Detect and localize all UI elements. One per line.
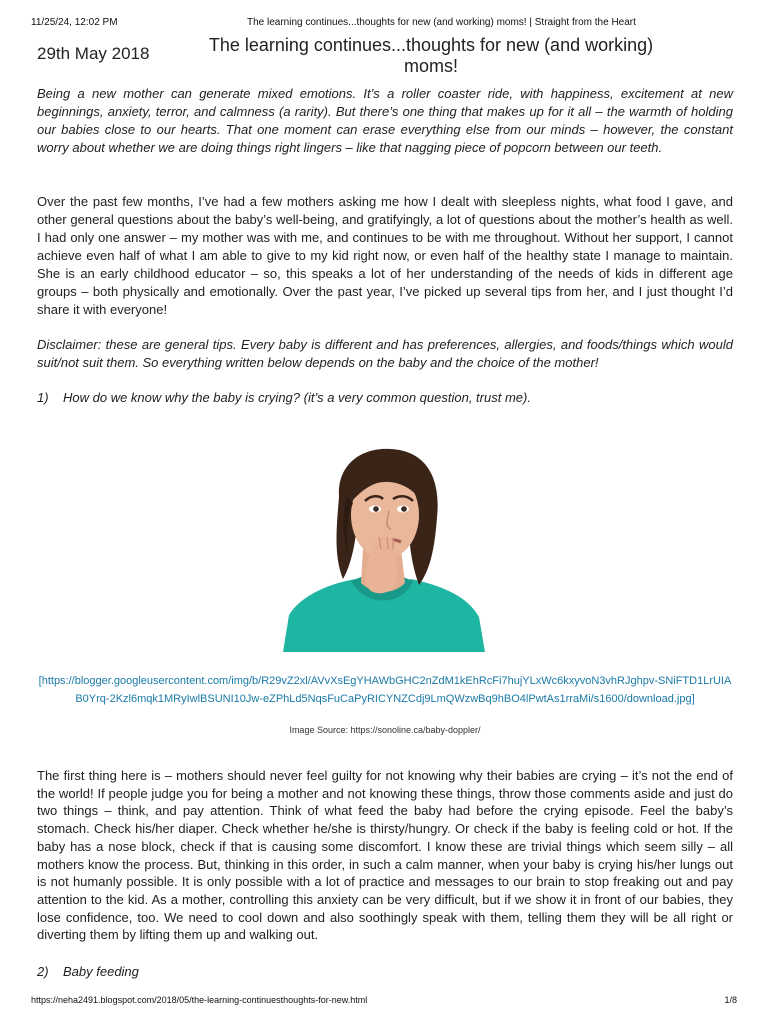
- print-timestamp: 11/25/24, 12:02 PM: [31, 17, 118, 28]
- image-source: Image Source: https://sonoline.ca/baby-doppler/: [289, 725, 481, 735]
- intro-paragraph: Being a new mother can generate mixed emotions. It’s a roller coaster ride, with happiness, excitement at new beginnings, anxiety, terror, and calmness (a rarity). But there’s one thing that makes up for it all – the warmth of holding our babies close to our hearts. That one moment can erase everything else from our minds – however, the constant worry about whether we are doing things right lingers – like that nagging piece of popcorn between our teeth.: [37, 86, 733, 155]
- post-body: [37, 85, 733, 407]
- list-item: [37, 389, 733, 407]
- image-link[interactable]: [https://blogger.googleusercontent.com/img/b/R29vZ2xl/AVvXsEgYHAWbGHC2nZdM1kEhRcFi7hujYLxWc6kxyvoN3vhRJghpv-SNiFTD1LrUIAB0Yrq-2Kzl6mqk1MRyIwlBSUNI10Jw-eZPhLd5NqsFuCaPyRICYNZCdj9LmQWzwBq9hBO4lPwtAs1rraMi/s1600/download.jpg]: [38, 675, 732, 705]
- worried-woman-photo: [281, 445, 487, 652]
- list-item-text: How do we know why the baby is crying? (it’s a very common question, trust me).: [63, 390, 531, 405]
- post-date: 29th May 2018: [37, 44, 150, 63]
- body-paragraph: Over the past few months, I’ve had a few mothers asking me how I dealt with sleepless nights, what food I gave, and other general questions about the baby’s well-being, and gratifyingly, a lot of questions about the mother’s health as well. I had only one answer – my mother was with me, and continues to be with me throughout. Without her support, I cannot achieve even half of what I am able to give to my kid right now, or even half of the healthy state I manage to maintain. She is an early childhood educator – so, this speaks a lot of her understanding of the needs of kids in different age groups – both physically and emotionally. Over the past year, I’ve picked up several tips from her, and I just thought I’d share it with everyone!: [37, 194, 733, 317]
- post-body-continued: [37, 767, 733, 944]
- post-title: The learning continues...thoughts for new (and working) moms!: [208, 35, 654, 76]
- worried-woman-illustration: [281, 445, 487, 652]
- print-header: [31, 17, 737, 31]
- list-item-number: 2): [37, 964, 49, 979]
- disclaimer-paragraph: Disclaimer: these are general tips. Every baby is different and has preferences, allergies, and foods/things which would suit/not suit them. So everything written below depends on the baby and the choice of the mother!: [37, 337, 733, 370]
- print-doc-title: The learning continues...thoughts for new (and working) moms! | Straight from the Heart: [247, 17, 636, 28]
- list-item: [37, 964, 139, 979]
- page-number: 1/8: [724, 995, 737, 1005]
- body-paragraph: The first thing here is – mothers should never feel guilty for not knowing why their babies are crying – it’s not the end of the world! If people judge you for being a mother and not knowing these things, throw those comments aside and just do two things – think, and pay attention. Think of what feed the baby had before the crying episode. Feel the baby’s stomach. Check his/her diaper. Check whether he/she is thirsty/hungry. Or check if the baby is feeling cold or hot. If the baby has a nose block, check if that is causing some discomfort. I know these are trivial things which seem silly – all mothers know the process. But, thinking in this order, in such a calm manner, when your baby is crying his/her lungs out is not humanly possible. It is only possible with a lot of practice and messages to our brain to stop freaking out and pay attention to the kid. As a mother, controlling this anxiety can be very difficult, but if we show it in front of our babies, they lose confidence, too. We need to cool down and also soothingly speak with them, telling them they will be all right or diverting them by lifting them up and walking out.: [37, 768, 733, 943]
- list-item-text: Baby feeding: [63, 964, 139, 979]
- list-item-number: 1): [37, 390, 49, 405]
- page-url: https://neha2491.blogspot.com/2018/05/the-learning-continuesthoughts-for-new.html: [31, 995, 368, 1005]
- print-footer: [31, 995, 737, 1009]
